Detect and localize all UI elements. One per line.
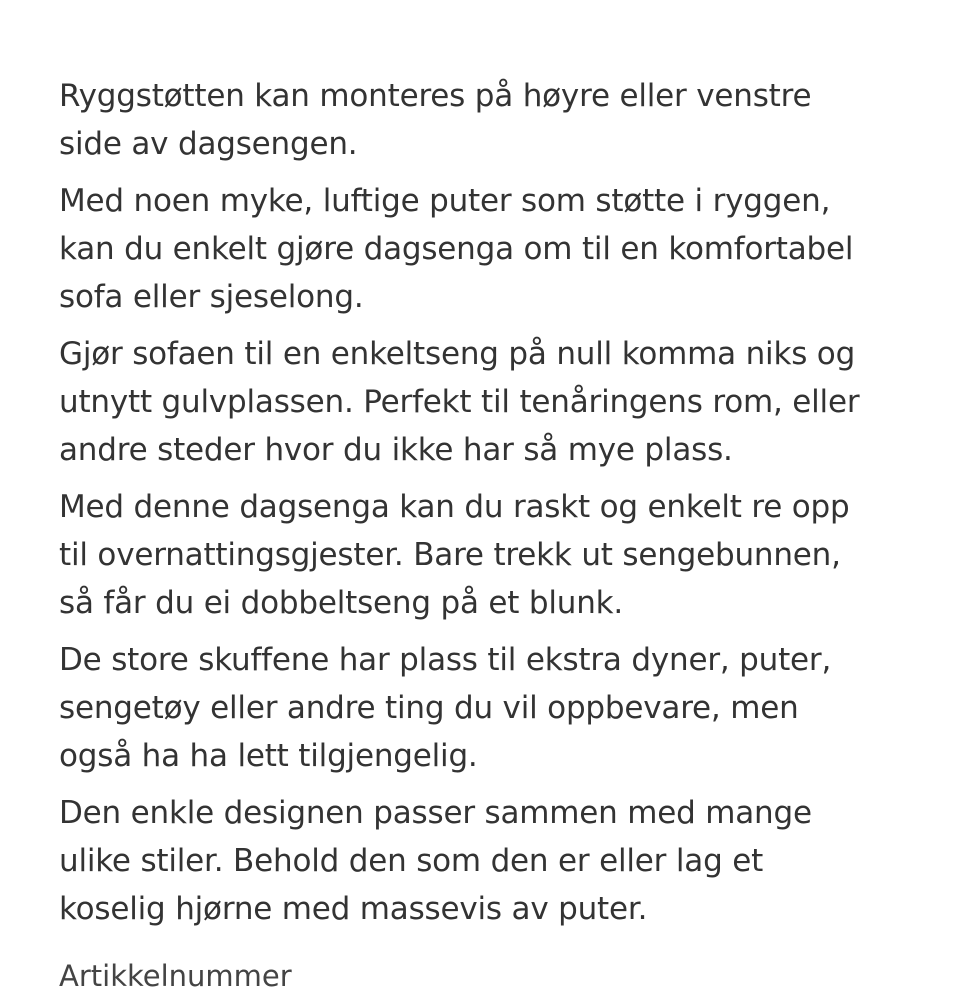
paragraph-line: utnytt gulvplassen. Perfekt til tenåringens rom, eller xyxy=(59,384,860,420)
paragraph-line: Med noen myke, luftige puter som støtte i ryggen, xyxy=(59,183,831,219)
paragraph-line: Gjør sofaen til en enkeltseng på null komma niks og xyxy=(59,336,856,372)
paragraph-line: ulike stiler. Behold den som den er eller lag et xyxy=(59,843,764,879)
description-paragraph xyxy=(59,177,919,321)
paragraph-line: sengetøy eller andre ting du vil oppbevare, men xyxy=(59,690,799,726)
paragraph-line: også ha ha lett tilgjengelig. xyxy=(59,738,478,774)
description-paragraph xyxy=(59,789,919,933)
paragraph-line: Den enkle designen passer sammen med mange xyxy=(59,795,812,831)
description-paragraph xyxy=(59,483,919,627)
article-number-label: Artikkelnummer xyxy=(59,959,292,993)
paragraph-line: så får du ei dobbeltseng på et blunk. xyxy=(59,585,624,621)
paragraph-line: De store skuffene har plass til ekstra dyner, puter, xyxy=(59,642,832,678)
paragraph-line: kan du enkelt gjøre dagsenga om til en komfortabel xyxy=(59,231,854,267)
paragraph-line: Med denne dagsenga kan du raskt og enkelt re opp xyxy=(59,489,850,525)
description-paragraph xyxy=(59,72,919,168)
description-paragraph xyxy=(59,636,919,780)
paragraph-line: side av dagsengen. xyxy=(59,126,358,162)
paragraph-line: sofa eller sjeselong. xyxy=(59,279,364,315)
paragraph-line: til overnattingsgjester. Bare trekk ut sengebunnen, xyxy=(59,537,841,573)
paragraph-line: Ryggstøtten kan monteres på høyre eller venstre xyxy=(59,78,812,114)
description-paragraph xyxy=(59,330,919,474)
product-description xyxy=(59,72,919,942)
paragraph-line: koselig hjørne med massevis av puter. xyxy=(59,891,648,927)
paragraph-line: andre steder hvor du ikke har så mye plass. xyxy=(59,432,733,468)
